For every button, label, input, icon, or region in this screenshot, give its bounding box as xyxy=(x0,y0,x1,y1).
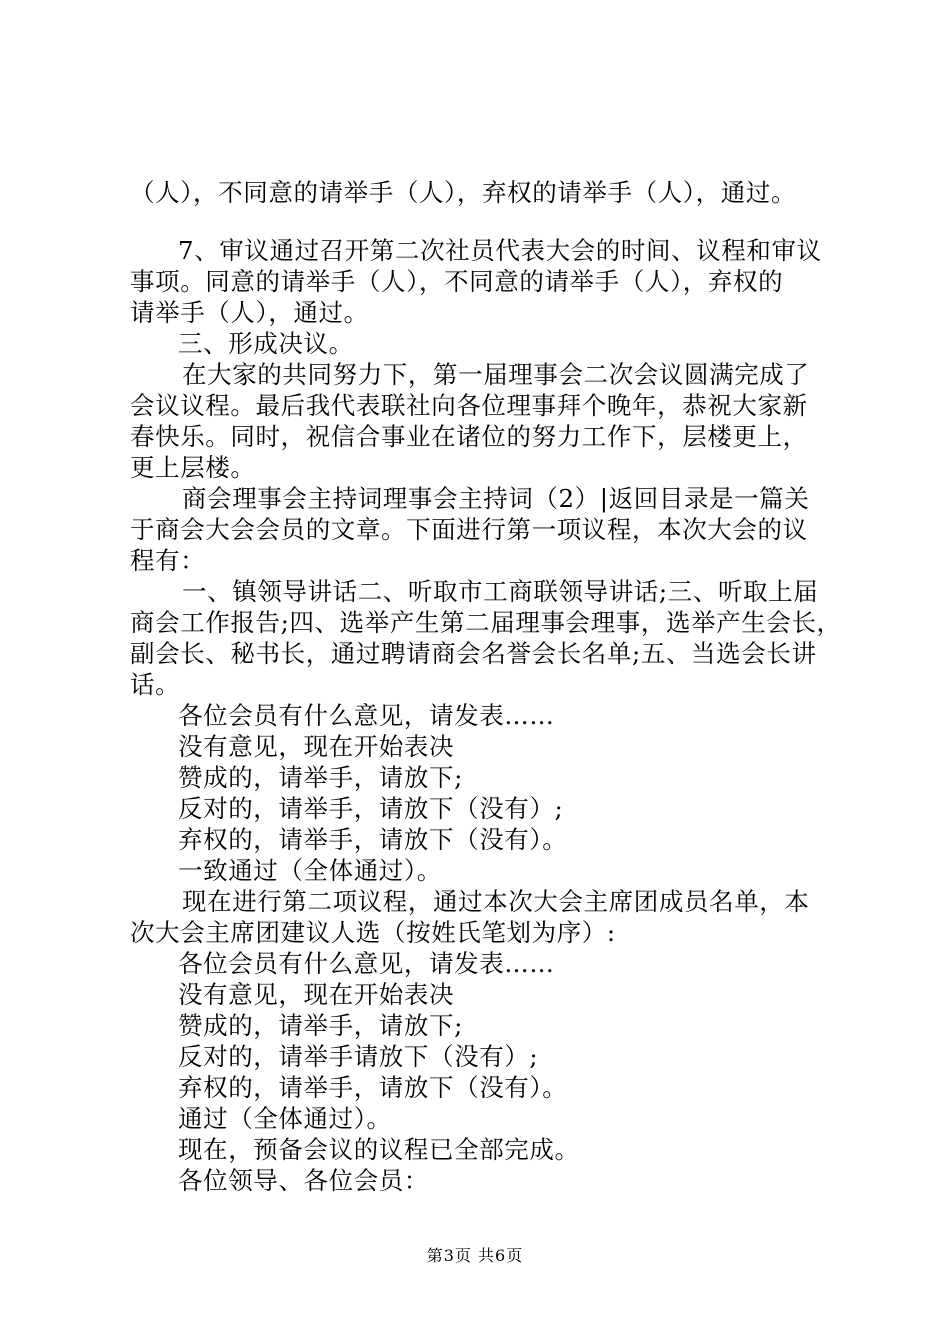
text-line: 次大会主席团建议人选（按姓氏笔划为序）: xyxy=(130,918,616,947)
text-line: 程有： xyxy=(130,546,206,575)
text-line: 反对的，请举手请放下（没有）; xyxy=(178,1042,539,1071)
text-line: 事项。同意的请举手（人），不同意的请举手（人），弃权的 xyxy=(130,267,784,296)
text-line: 赞成的，请举手，请放下; xyxy=(178,1011,463,1040)
page-number-footer: 第3页 共6页 xyxy=(426,1246,524,1265)
text-line: 反对的，请举手，请放下（没有）; xyxy=(178,794,564,823)
text-line: 商会理事会主持词理事会主持词（2）|返回目录是一篇关 xyxy=(182,484,810,513)
text-line: 现在，预备会议的议程已全部完成。 xyxy=(178,1135,580,1164)
text-line: 请举手（人），通过。 xyxy=(130,298,369,327)
text-line: 会议议程。最后我代表联社向各位理事拜个晚年，恭祝大家新 xyxy=(130,391,808,420)
section-heading: 三、形成决议。 xyxy=(178,329,354,358)
text-line: 弃权的，请举手，请放下（没有）。 xyxy=(178,1073,568,1102)
text-line: 副会长、秘书长，通过聘请商会名誉会长名单;五、当选会长讲 xyxy=(130,639,817,668)
text-line: 7、审议通过召开第二次社员代表大会的时间、议程和审议 xyxy=(178,236,822,265)
text-line: 现在进行第二项议程，通过本次大会主席团成员名单，本 xyxy=(182,887,810,916)
text-line: 春快乐。同时，祝信合事业在诸位的努力工作下，层楼更上， xyxy=(130,422,808,451)
text-line: （人），不同意的请举手（人），弃权的请举手（人），通过。 xyxy=(130,178,797,207)
text-line: 各位领导、各位会员： xyxy=(178,1166,429,1195)
text-line: 通过（全体通过）。 xyxy=(178,1104,392,1133)
text-line: 赞成的，请举手，请放下; xyxy=(178,763,463,792)
text-line: 商会工作报告;四、选举产生第二届理事会理事，选举产生会长， xyxy=(130,608,842,637)
text-line: 话。 xyxy=(130,670,181,699)
text-line: 更上层楼。 xyxy=(130,453,256,482)
text-line: 各位会员有什么意见，请发表…… xyxy=(178,701,555,730)
text-line: 一致通过（全体通过）。 xyxy=(178,856,442,885)
text-line: 没有意见，现在开始表决 xyxy=(178,980,455,1009)
text-line: 弃权的，请举手，请放下（没有）。 xyxy=(178,825,568,854)
text-line: 没有意见，现在开始表决 xyxy=(178,732,455,761)
text-line: 在大家的共同努力下，第一届理事会二次会议圆满完成了 xyxy=(182,360,810,389)
text-line: 各位会员有什么意见，请发表…… xyxy=(178,949,555,978)
text-line: 一、镇领导讲话二、听取市工商联领导讲话;三、听取上届 xyxy=(182,577,819,606)
text-line: 于商会大会会员的文章。下面进行第一项议程，本次大会的议 xyxy=(130,515,808,544)
